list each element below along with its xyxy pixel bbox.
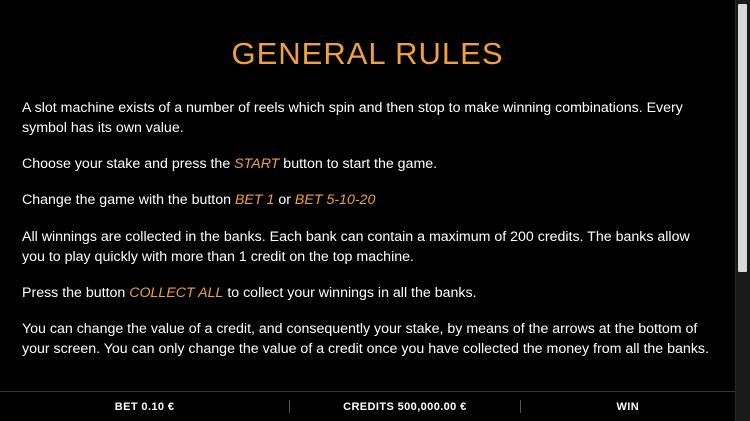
rules-paragraph: [22, 227, 713, 267]
paragraph-text: Press the button: [22, 284, 130, 301]
paragraph-text: button to start the game.: [279, 156, 438, 173]
win-display: WIN: [616, 400, 640, 413]
rules-paragraph: [22, 190, 713, 210]
rules-paragraph: [22, 154, 713, 174]
scrollbar-thumb[interactable]: [738, 4, 747, 272]
paragraph-text: A slot machine exists of a number of reels which spin and then stop to make winning combinations. Every symbol has its own value.: [22, 100, 683, 137]
bet-display: BET 0.10 €: [114, 400, 175, 413]
paragraph-text: Change the game with the button: [22, 192, 235, 209]
status-bar: [0, 391, 735, 421]
highlighted-term: COLLECT ALL: [129, 284, 224, 301]
rules-paragraph: [22, 319, 713, 359]
vertical-scrollbar[interactable]: [735, 0, 750, 421]
highlighted-term: BET 5-10-20: [294, 192, 376, 209]
rules-paragraph-list: [22, 98, 713, 359]
rules-paragraph: [22, 98, 713, 138]
highlighted-term: BET 1: [234, 192, 275, 209]
page-title: GENERAL RULES: [231, 36, 504, 71]
paragraph-text: to collect your winnings in all the banks.: [223, 284, 477, 301]
paragraph-text: Choose your stake and press the: [22, 156, 235, 173]
paragraph-text: All winnings are collected in the banks. Each bank can contain a maximum of 200 credits. The banks allow you to play quickly with more than 1 credit on the top machine.: [22, 228, 690, 265]
credits-display: CREDITS 500,000.00 €: [343, 400, 467, 413]
paragraph-text: You can change the value of a credit, and consequently your stake, by means of the arrows at the bottom of your screen. You can only change the value of a credit once you have collected the money from all the banks.: [22, 321, 709, 358]
highlighted-term: START: [234, 156, 280, 173]
rules-paragraph: [22, 283, 713, 303]
paragraph-text: or: [274, 192, 295, 209]
